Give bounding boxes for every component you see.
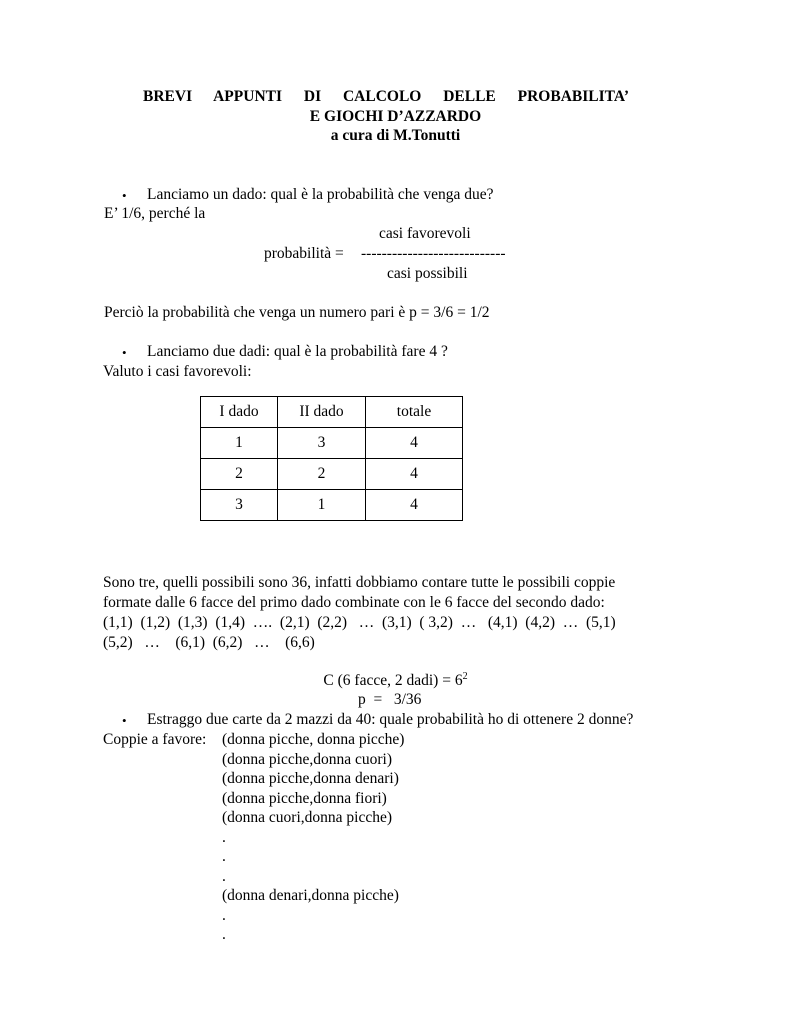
table-cell: 3 [201,490,278,521]
table-header-cell: II dado [278,397,366,428]
table-cell: 4 [366,428,463,459]
fraction-denominator: casi possibili [387,265,468,282]
pairs-line-2: (5,2) … (6,1) (6,2) … (6,6) [103,634,315,651]
title-author: a cura di M.Tonutti [330,127,461,144]
combination-formula [0,672,791,689]
title-line-1: BREVI APPUNTI DI CALCOLO DELLE PROBABILITA’ [143,88,630,105]
table-cell: 2 [278,459,366,490]
table-cell: 4 [366,490,463,521]
list-item: (donna denari,donna picche) [222,887,399,904]
formula-text: C (6 facce, 2 dadi) = 6 [323,672,463,689]
section2-paragraph-line-2: formate dalle 6 facce del primo dado combinate con le 6 facce del secondo dado: [103,594,605,611]
dice-table [200,396,463,521]
list-item: . [222,848,226,865]
probability-result: p = 3/36 [358,691,422,708]
table-row [201,490,463,521]
table-cell: 4 [366,459,463,490]
table-cell: 1 [201,428,278,459]
table-cell: 3 [278,428,366,459]
list-item: (donna cuori,donna picche) [222,809,393,826]
section2-intro: Valuto i casi favorevoli: [103,363,252,380]
table-header-cell: I dado [201,397,278,428]
list-item: . [222,926,226,943]
list-item: (donna picche,donna cuori) [222,751,393,768]
list-item: . [222,868,226,885]
fraction-bar: ---------------------------- [361,245,506,262]
section3-bullet-text: Estraggo due carte da 2 mazzi da 40: quale probabilità ho di ottenere 2 donne? [147,711,634,728]
bullet-icon: • [122,345,127,360]
formula-exponent: 2 [462,671,468,682]
table-header-cell: totale [366,397,463,428]
section3-label: Coppie a favore: [103,731,207,748]
list-item: . [222,829,226,846]
table-header-row [201,397,463,428]
table-row [201,428,463,459]
bullet-icon: • [122,188,127,203]
fraction-numerator: casi favorevoli [379,225,471,242]
table-cell: 1 [278,490,366,521]
section1-answer: E’ 1/6, perché la [104,205,206,222]
list-item: (donna picche,donna fiori) [222,790,387,807]
fraction-label: probabilità = [264,245,344,262]
section1-bullet-text: Lanciamo un dado: qual è la probabilità che venga due? [147,186,494,203]
table-cell: 2 [201,459,278,490]
list-item: (donna picche,donna denari) [222,770,399,787]
title-line-2: E GIOCHI D’AZZARDO [309,108,482,125]
table-row [201,459,463,490]
section1-conclusion: Perciò la probabilità che venga un numero pari è p = 3/6 = 1/2 [104,304,490,321]
section2-paragraph-line-1: Sono tre, quelli possibili sono 36, infatti dobbiamo contare tutte le possibili coppie [103,574,616,591]
bullet-icon: • [122,713,127,728]
section2-bullet-text: Lanciamo due dadi: qual è la probabilità fare 4 ? [147,343,448,360]
pairs-line-1: (1,1) (1,2) (1,3) (1,4) …. (2,1) (2,2) … (3,1) ( 3,2) … (4,1) (4,2) … (5,1) [103,614,616,631]
list-item: (donna picche, donna picche) [222,731,405,748]
list-item: . [222,907,226,924]
